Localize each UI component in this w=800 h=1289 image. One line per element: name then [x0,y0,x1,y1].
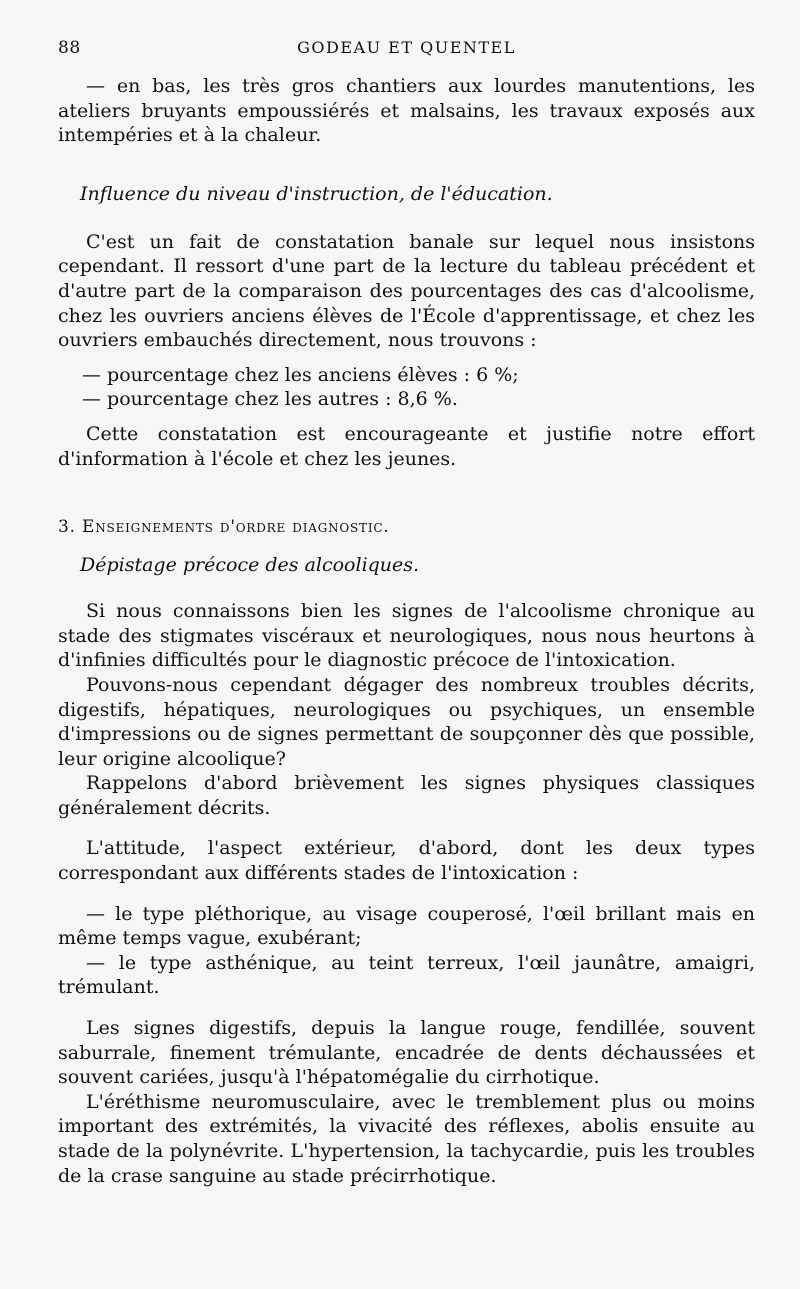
list-item-autres: — pourcentage chez les autres : 8,6 %. [82,388,458,411]
running-title: GODEAU ET QUENTEL [297,38,516,57]
paragraph-constatation: C'est un fait de constatation banale sur lequel nous insistons cependant. Il ressort d'une part de la lecture du tableau précédent et d'autre part de la comparaison des pourcentages des cas d'alcoolisme, chez les ouvriers anciens élèves de l'École d'apprentissage, et chez les ouvriers embauchés directement, nous trouvons : [58,230,755,352]
section-number: 3. [58,517,76,538]
list-item-type-asthenique: — le type asthénique, au teint terreux, l'œil jaunâtre, amaigri, trémulant. [58,951,755,999]
paragraph-erethisme: L'éréthisme neuromusculaire, avec le tremblement plus ou moins important des extrémités, la vivacité des réflexes, abolis ensuite au stade de la polynévrite. L'hypertension, la tachycardie, puis les troubles de la crase sanguine au stade précirrhotique. [58,1090,755,1187]
subheading-influence: Influence du niveau d'instruction, de l'éducation. [80,182,553,205]
paragraph-signes-digestifs: Les signes digestifs, depuis la langue rouge, fendillée, souvent saburrale, finement trémulante, encadrée de dents déchaussées et souvent cariées, jusqu'à l'hépatomégalie du cirrhotique. [58,1017,755,1089]
paragraph-rappelons: Rappelons d'abord brièvement les signes physiques classiques généralement décrits. [58,772,755,819]
list-item-type-plethorique: — le type pléthorique, au visage couperosé, l'œil brillant mais en même temps vague, exubérant; [58,902,755,950]
paragraph-dash-en-bas: — en bas, les très gros chantiers aux lourdes manutentions, les ateliers bruyants empoussiérés et malsains, les travaux exposés aux intempéries et à la chaleur. [58,75,755,147]
running-header [58,30,755,60]
paragraph-attitude: L'attitude, l'aspect extérieur, d'abord, dont les deux types correspondant aux différents stades de l'intoxication : [58,837,755,885]
page-number: 88 [58,38,81,58]
subheading-depistage: Dépistage précoce des alcooliques. [80,554,420,577]
section-heading-3 [58,515,755,539]
paragraph-pouvons-nous: Pouvons-nous cependant dégager des nombreux troubles décrits, digestifs, hépatiques, neurologiques ou psychiques, un ensemble d'impressions ou de signes permettant de soupçonner dès que possible, leur origine alcoolique? [58,673,755,770]
list-item-anciens-eleves: — pourcentage chez les anciens élèves : 6 %; [82,363,519,386]
section-title: Enseignements d'ordre diagnostic. [82,517,390,538]
paragraph-encourageante: Cette constatation est encourageante et justifie notre effort d'information à l'école et chez les jeunes. [58,422,755,470]
paragraph-signes-alcoolisme: Si nous connaissons bien les signes de l'alcoolisme chronique au stade des stigmates viscéraux et neurologiques, nous nous heurtons à d'infinies difficultés pour le diagnostic précoce de l'intoxication. [58,600,755,672]
